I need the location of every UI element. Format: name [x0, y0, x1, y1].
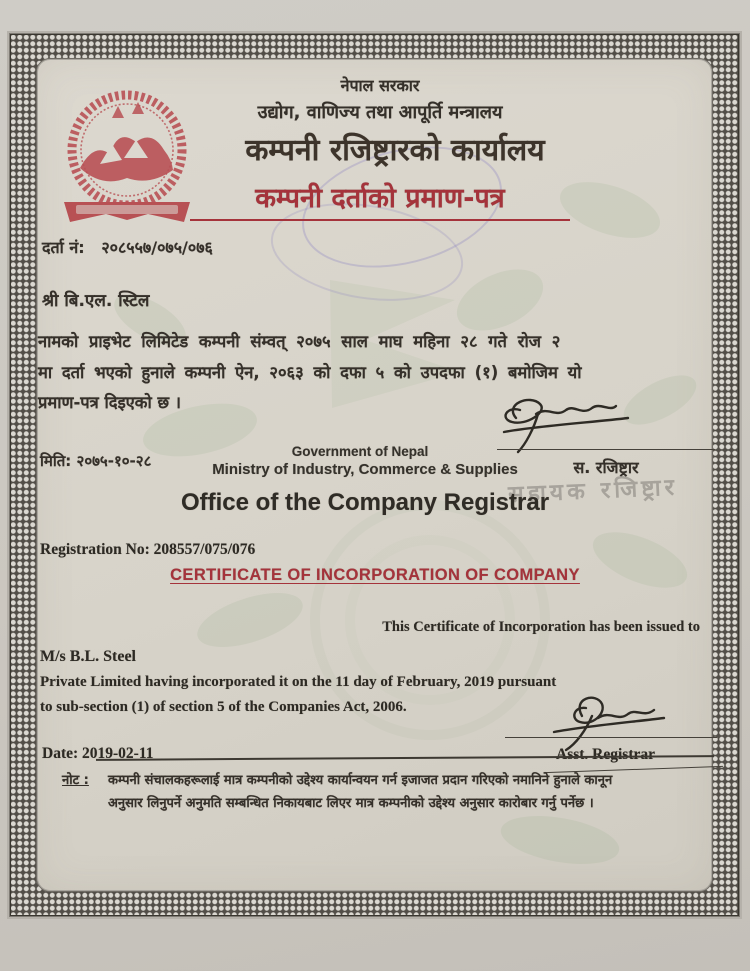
company-name-en: M/s B.L. Steel — [40, 648, 136, 665]
certificate-title-np: कम्पनी दर्ताको प्रमाण-पत्र — [190, 178, 570, 221]
asst-signature-line — [505, 737, 717, 738]
government-line-np: नेपाल सरकार — [340, 76, 420, 95]
footnote-label: नोट : — [62, 773, 89, 788]
ministry-line-en: Ministry of Industry, Commerce & Supplies — [212, 461, 518, 478]
registration-number-label-np: दर्ता नं: — [42, 238, 85, 257]
registration-number-en: Registration No: 208557/075/076 — [40, 541, 256, 558]
footnote-line2: अनुसार लिनुपर्ने अनुमति सम्बन्धित निकायबाट लिएर मात्र कम्पनीको उद्देश्य अनुसार कारोबार गर्नु पर्नेछ । — [108, 796, 594, 811]
footnote-line1: कम्पनी संचालकहरूलाई मात्र कम्पनीको उद्देश्य कार्यान्वयन गर्न इजाजत प्रदान गरिएको नमानिने हुनाले कानून — [108, 773, 613, 788]
body-line2-en: to sub-section (1) of section 5 of the Companies Act, 2006. — [40, 699, 407, 715]
body-line2-np: मा दर्ता भएको हुनाले कम्पनी ऐन, २०६३ को दफा ५ को उपदफा (१) बमोजिम यो — [38, 363, 582, 382]
assistant-registrar-stamp: सहायक रजिष्ट्रार — [507, 474, 679, 509]
company-name-np: श्री बि.एल. स्टिल — [42, 291, 150, 311]
body-line3-np: प्रमाण-पत्र दिइएको छ । — [38, 393, 182, 412]
date-value-np: २०७५-१०-२८ — [76, 452, 152, 470]
body-line1-np: नामको प्राइभेट लिमिटेड कम्पनी संम्वत् २०७५ साल माघ महिना २८ गते रोज २ — [38, 332, 561, 351]
body-line1-en: Private Limited having incorporated it on the 11 day of February, 2019 pursuant — [40, 674, 557, 690]
office-title-np: कम्पनी रजिष्ट्रारको कार्यालय — [245, 133, 545, 168]
registration-number-value-np: २०८५५७/०७५/०७६ — [101, 238, 213, 257]
government-line-en: Government of Nepal — [291, 444, 429, 459]
registration-number-np — [42, 236, 213, 258]
date-line-en: Date: 2019-02-11 — [42, 745, 154, 762]
office-title-en: Office of the Company Registrar — [180, 489, 550, 516]
date-label-np: मिति: — [40, 452, 72, 470]
ministry-line-np: उद्योग, वाणिज्य तथा आपूर्ति मन्त्रालय — [257, 102, 503, 123]
asst-registrar-label-en: Asst. Registrar — [556, 746, 656, 763]
certificate-title-en: CERTIFICATE OF INCORPORATION OF COMPANY — [170, 566, 580, 584]
registrar-label-np: स. रजिष्ट्रार — [573, 458, 639, 477]
issued-line-en: This Certificate of Incorporation has been issued to — [382, 619, 700, 635]
